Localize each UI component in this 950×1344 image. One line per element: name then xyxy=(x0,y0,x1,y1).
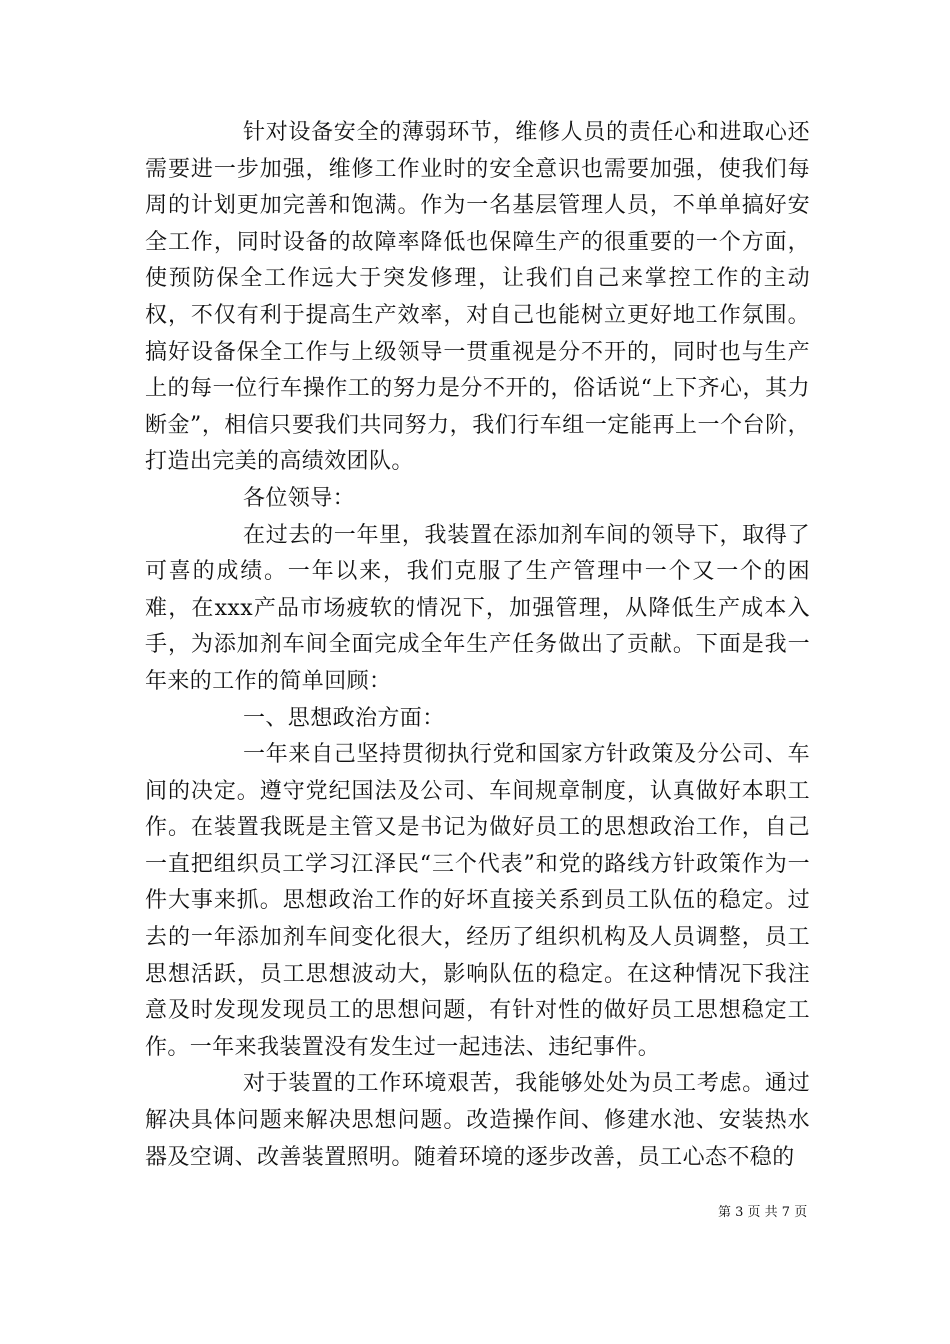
paragraph-year-review: 在过去的一年里，我装置在添加剂车间的领导下，取得了可喜的成绩。一年以来，我们克服了生产管理中一个又一个的困难，在xxx产品市场疲软的情况下，加强管理，从降低生产成本入手，为添加剂车间全面完成全年生产任务做出了贡献。下面是我一年来的工作的简单回顾： xyxy=(145,522,810,694)
document-body xyxy=(145,115,810,1176)
paragraph-ideology: 一年来自己坚持贯彻执行党和国家方针政策及分公司、车间的决定。遵守党纪国法及公司、车间规章制度，认真做好本职工作。在装置我既是主管又是书记为做好员工的思想政治工作，自己一直把组织员工学习江泽民“三个代表”和党的路线方针政策作为一件大事来抓。思想政治工作的好坏直接关系到员工队伍的稳定。过去的一年添加剂车间变化很大，经历了组织机构及人员调整，员工思想活跃，员工思想波动大，影响队伍的稳定。在这种情况下我注意及时发现发现员工的思想问题，有针对性的做好员工思想稳定工作。一年来我装置没有发生过一起违法、违纪事件。 xyxy=(145,742,810,1060)
section-heading-ideology: 一、思想政治方面： xyxy=(243,705,445,731)
paragraph-equipment-safety: 针对设备安全的薄弱环节，维修人员的责任心和进取心还需要进一步加强，维修工作业时的安全意识也需要加强，使我们每周的计划更加完善和饱满。作为一名基层管理人员，不单单搞好安全工作，同时设备的故障率降低也保障生产的很重要的一个方面，使预防保全工作远大于突发修理，让我们自己来掌控工作的主动权，不仅有利于提高生产效率，对自己也能树立更好地工作氛围。搞好设备保全工作与上级领导一贯重视是分不开的，同时也与生产上的每一位行车操作工的努力是分不开的，俗话说“上下齐心，其力断金”，相信只要我们共同努力，我们行车组一定能再上一个台阶，打造出完美的高绩效团队。 xyxy=(145,120,810,475)
paragraph-work-environment: 对于装置的工作环境艰苦，我能够处处为员工考虑。通过解决具体问题来解决思想问题。改造操作间、修建水池、安装热水器及空调、改善装置照明。随着环境的逐步改善，员工心态不稳的 xyxy=(145,1071,810,1170)
page-number-footer: 第 3 页 共 7 页 xyxy=(718,1205,808,1220)
salutation: 各位领导： xyxy=(243,485,356,511)
